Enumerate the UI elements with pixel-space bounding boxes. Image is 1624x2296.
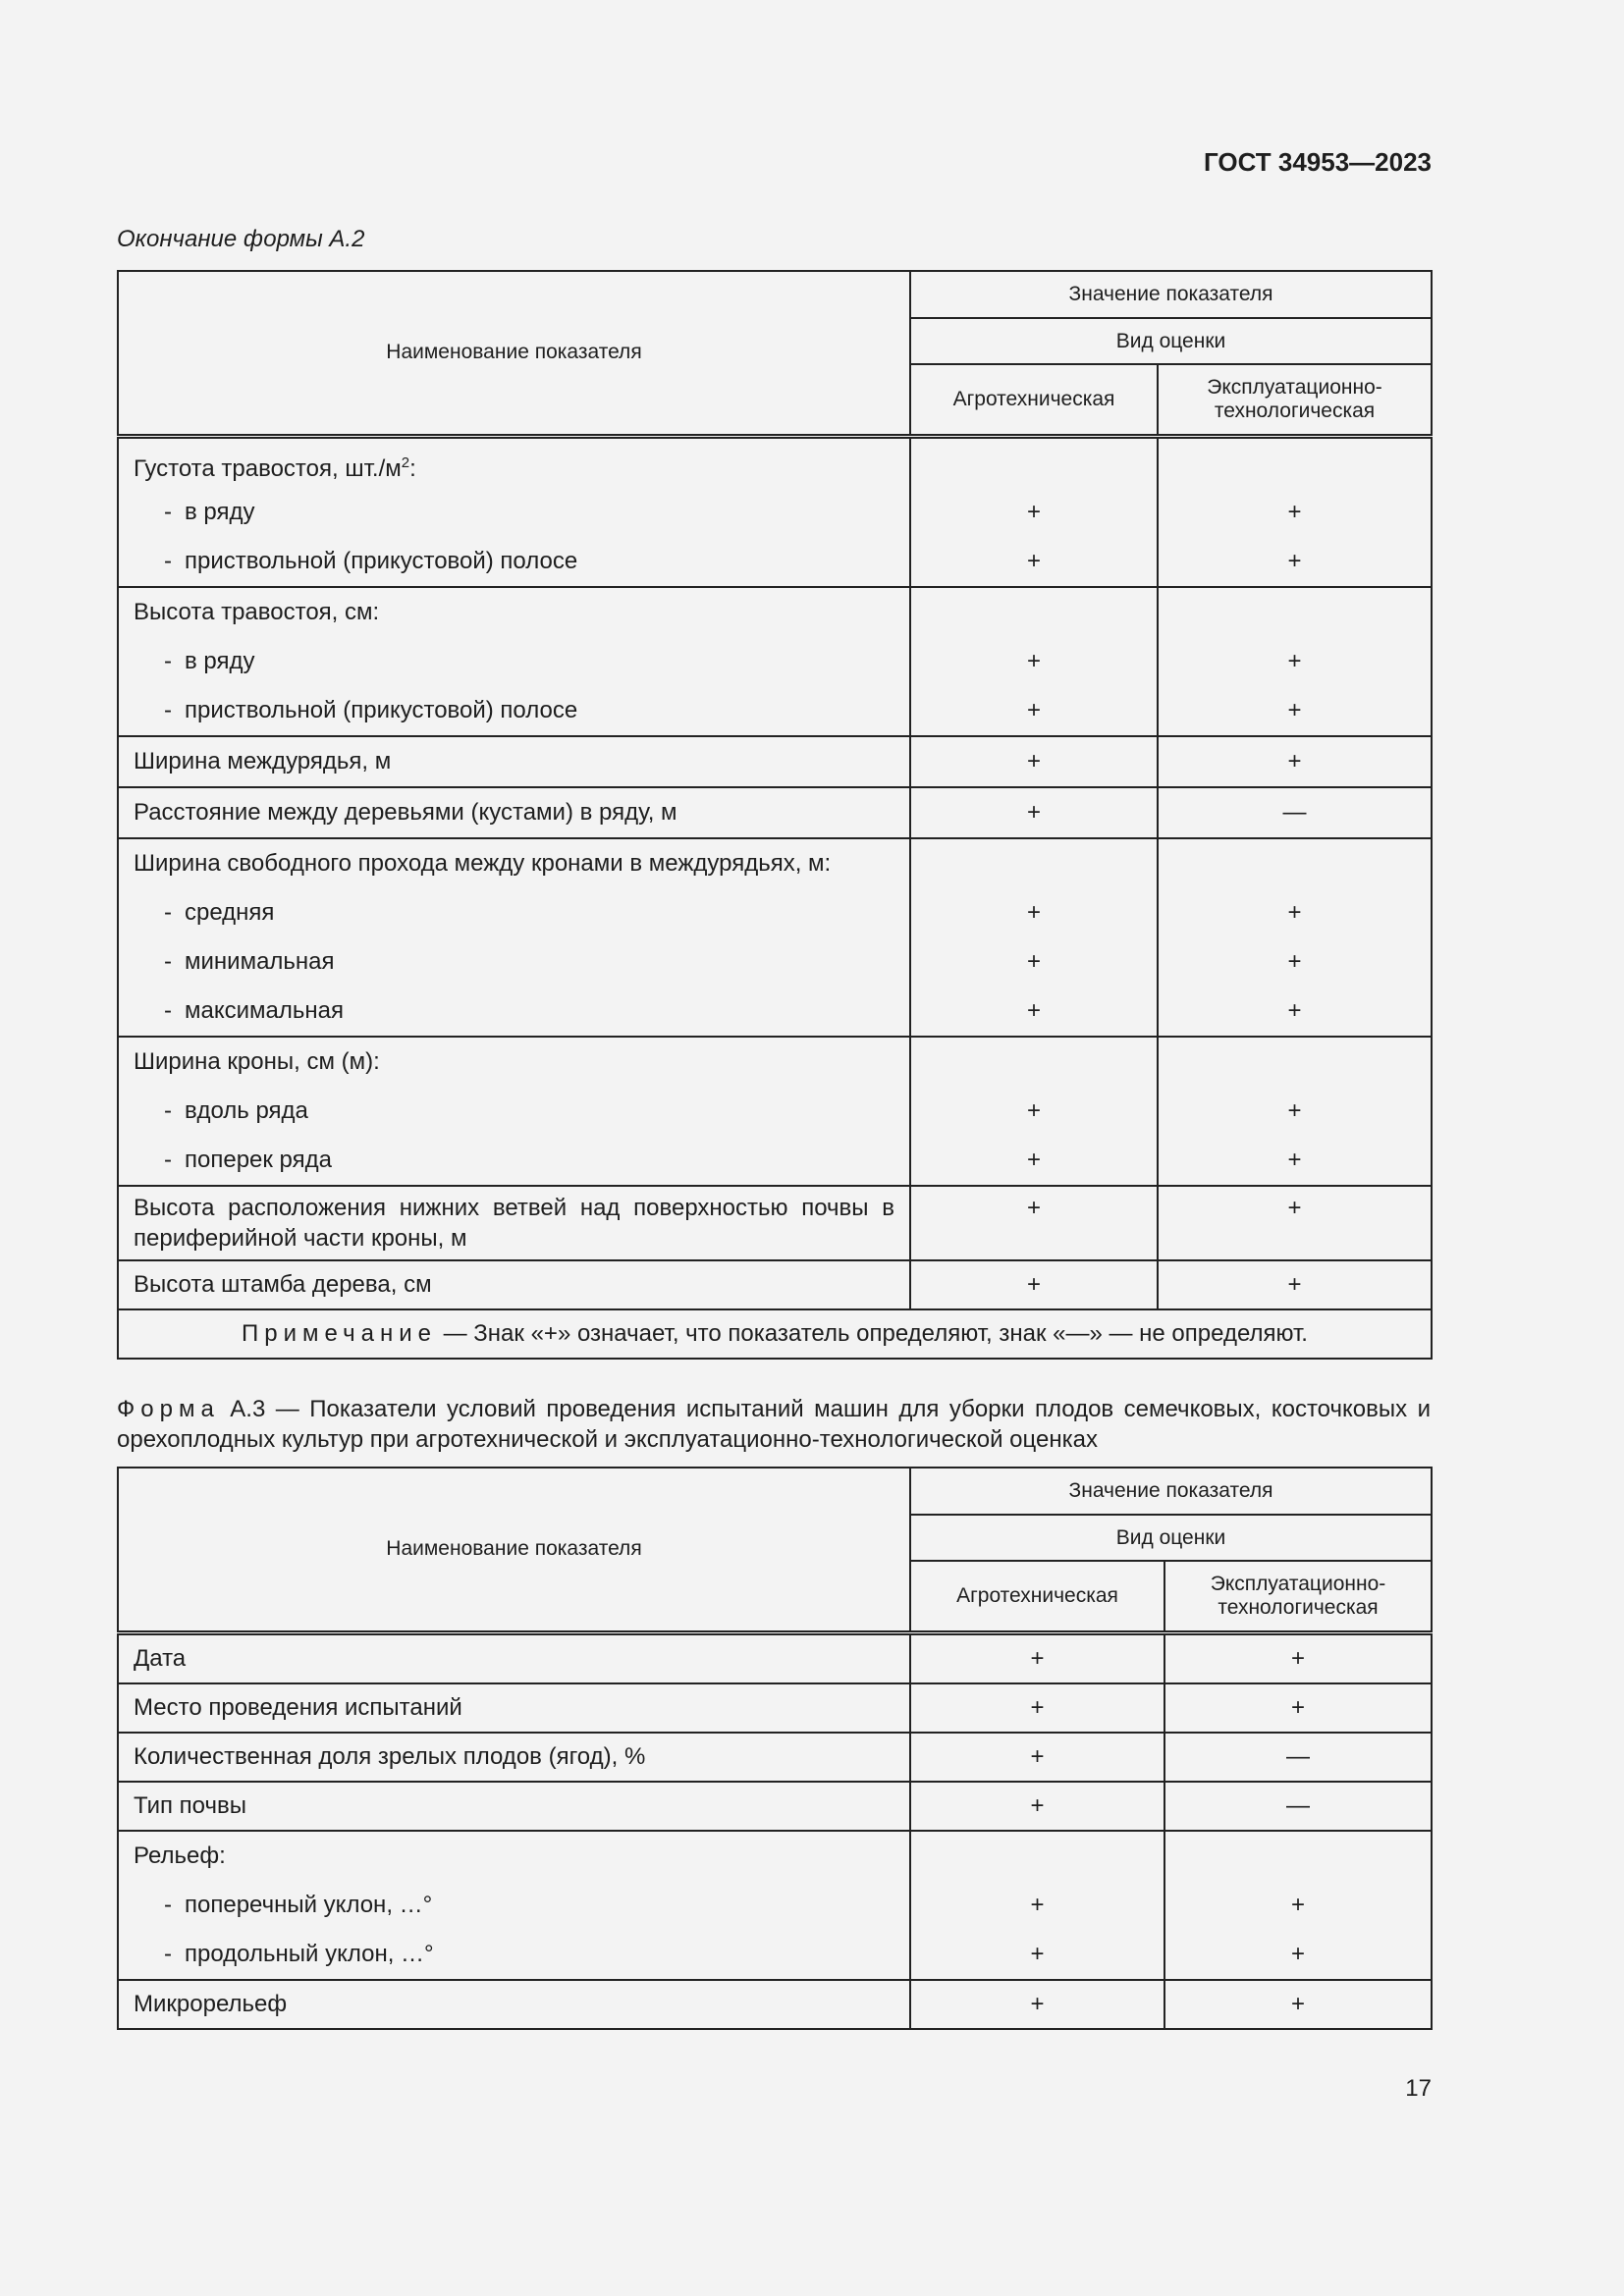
row-label: Микрорельеф [134, 1990, 288, 2017]
value-agro: + [1030, 1742, 1045, 1770]
row-label: Дата [134, 1644, 187, 1672]
column-header-expl: Эксплуатационно-технологическая [1164, 1561, 1432, 1632]
row-sub-label: - в ряду [164, 647, 255, 674]
table-note-row [118, 1309, 1432, 1359]
value-agro: + [1026, 947, 1041, 975]
form-a3-caption: Форма А.3 — Показатели условий проведения испытаний машин для уборки плодов семечковых, косточковых и орехоплодных культур при агротехнической и эксплуатационно-технологической оценках [117, 1396, 1432, 1453]
note-text: — Знак «+» означает, что показатель определяют, знак «—» — не определяют. [443, 1319, 1308, 1347]
row-sub-label: - минимальная [164, 947, 335, 975]
form-a2-table [117, 270, 1433, 1360]
table-note [118, 1309, 1432, 1359]
value-expl: + [1287, 696, 1302, 723]
row-label: Тип почвы [134, 1791, 246, 1819]
value-expl: + [1287, 1270, 1302, 1298]
value-expl: + [1287, 947, 1302, 975]
value-agro: + [1026, 798, 1041, 826]
value-agro: + [1026, 1270, 1041, 1298]
value-expl: — [1286, 1742, 1310, 1770]
row-label: Количественная доля зрелых плодов (ягод), % [134, 1742, 646, 1770]
value-agro: + [1026, 647, 1041, 674]
row-label: Высота штамба дерева, см [134, 1270, 432, 1298]
value-agro: + [1030, 1891, 1045, 1918]
column-header-name: Наименование показателя [118, 271, 910, 436]
row-sub-label: - вдоль ряда [164, 1096, 308, 1124]
table-row [118, 1037, 1432, 1186]
value-agro: + [1030, 1940, 1045, 1967]
table-row [118, 1632, 1432, 1683]
form-a3-table [117, 1467, 1433, 2030]
value-agro: + [1026, 1096, 1041, 1124]
value-expl: + [1291, 1940, 1306, 1967]
row-label: Густота травостоя, $шт./м^2$: [134, 454, 416, 482]
document-standard-number: ГОСТ 34953—2023 [1204, 147, 1432, 177]
value-agro: + [1026, 1146, 1041, 1173]
row-sub-label: - продольный уклон, …° [164, 1940, 434, 1967]
table-row [118, 1683, 1432, 1733]
column-header-assessment: Вид оценки [910, 1515, 1432, 1561]
column-header-agro: Агротехническая [910, 1561, 1164, 1632]
value-agro: + [1026, 898, 1041, 926]
column-header-value: Значение показателя [910, 271, 1432, 318]
row-label: Высота расположения нижних ветвей над поверхностью почвы в периферийной части кроны, м [118, 1186, 910, 1260]
value-expl: + [1158, 1186, 1432, 1260]
column-header-name: Наименование показателя [118, 1468, 910, 1632]
row-label: Ширина свободного прохода между кронами в междурядьях, м: [134, 849, 832, 877]
row-label: Место проведения испытаний [134, 1693, 462, 1721]
row-label: Ширина кроны, см (м): [134, 1047, 380, 1075]
value-agro: + [1030, 1644, 1045, 1672]
row-sub-label: - приствольной (прикустовой) полосе [164, 547, 578, 574]
table-row [118, 1980, 1432, 2029]
column-header-assessment: Вид оценки [910, 318, 1432, 364]
value-expl: + [1287, 1096, 1302, 1124]
value-agro: + [1026, 547, 1041, 574]
value-expl: + [1287, 898, 1302, 926]
row-label: Расстояние между деревьями (кустами) в ряду, м [134, 798, 677, 826]
table-row [118, 787, 1432, 838]
page-number: 17 [1405, 2075, 1432, 2102]
row-sub-label: - средняя [164, 898, 275, 926]
row-sub-label: - поперек ряда [164, 1146, 332, 1173]
row-sub-label: - в ряду [164, 498, 255, 525]
value-expl: + [1287, 1146, 1302, 1173]
table-row [118, 1260, 1432, 1309]
table-row [118, 436, 1432, 587]
table-row [118, 1782, 1432, 1831]
value-agro: + [1030, 1791, 1045, 1819]
form-a2-caption: Окончание формы А.2 [117, 226, 365, 252]
value-agro: + [1026, 996, 1041, 1024]
row-label: Ширина междурядья, м [134, 747, 392, 774]
value-expl: + [1291, 1891, 1306, 1918]
value-agro: + [1030, 1693, 1045, 1721]
value-expl: + [1291, 1990, 1306, 2017]
value-expl: — [1282, 798, 1307, 826]
column-header-agro: Агротехническая [910, 364, 1158, 436]
value-expl: + [1291, 1693, 1306, 1721]
value-agro: + [1026, 498, 1041, 525]
value-expl: + [1291, 1644, 1306, 1672]
value-agro: + [1026, 696, 1041, 723]
table-row [118, 587, 1432, 736]
row-sub-label: - приствольной (прикустовой) полосе [164, 696, 578, 723]
value-agro: + [910, 1186, 1158, 1260]
value-agro: + [1026, 747, 1041, 774]
column-header-value: Значение показателя [910, 1468, 1432, 1515]
table-row [118, 1733, 1432, 1782]
row-label: Высота травостоя, см: [134, 598, 380, 625]
note-label: Примечание [242, 1319, 437, 1347]
value-expl: + [1287, 547, 1302, 574]
row-sub-label: - поперечный уклон, …° [164, 1891, 433, 1918]
table-row [118, 838, 1432, 1037]
row-sub-label: - максимальная [164, 996, 344, 1024]
value-expl: — [1286, 1791, 1310, 1819]
value-expl: + [1287, 498, 1302, 525]
value-expl: + [1287, 647, 1302, 674]
table-row [118, 1186, 1432, 1260]
row-label: Рельеф: [134, 1842, 226, 1869]
value-agro: + [1030, 1990, 1045, 2017]
table-row [118, 736, 1432, 787]
value-expl: + [1287, 747, 1302, 774]
column-header-expl: Эксплуатационно-технологическая [1158, 364, 1432, 436]
table-row [118, 1831, 1432, 1980]
value-expl: + [1287, 996, 1302, 1024]
